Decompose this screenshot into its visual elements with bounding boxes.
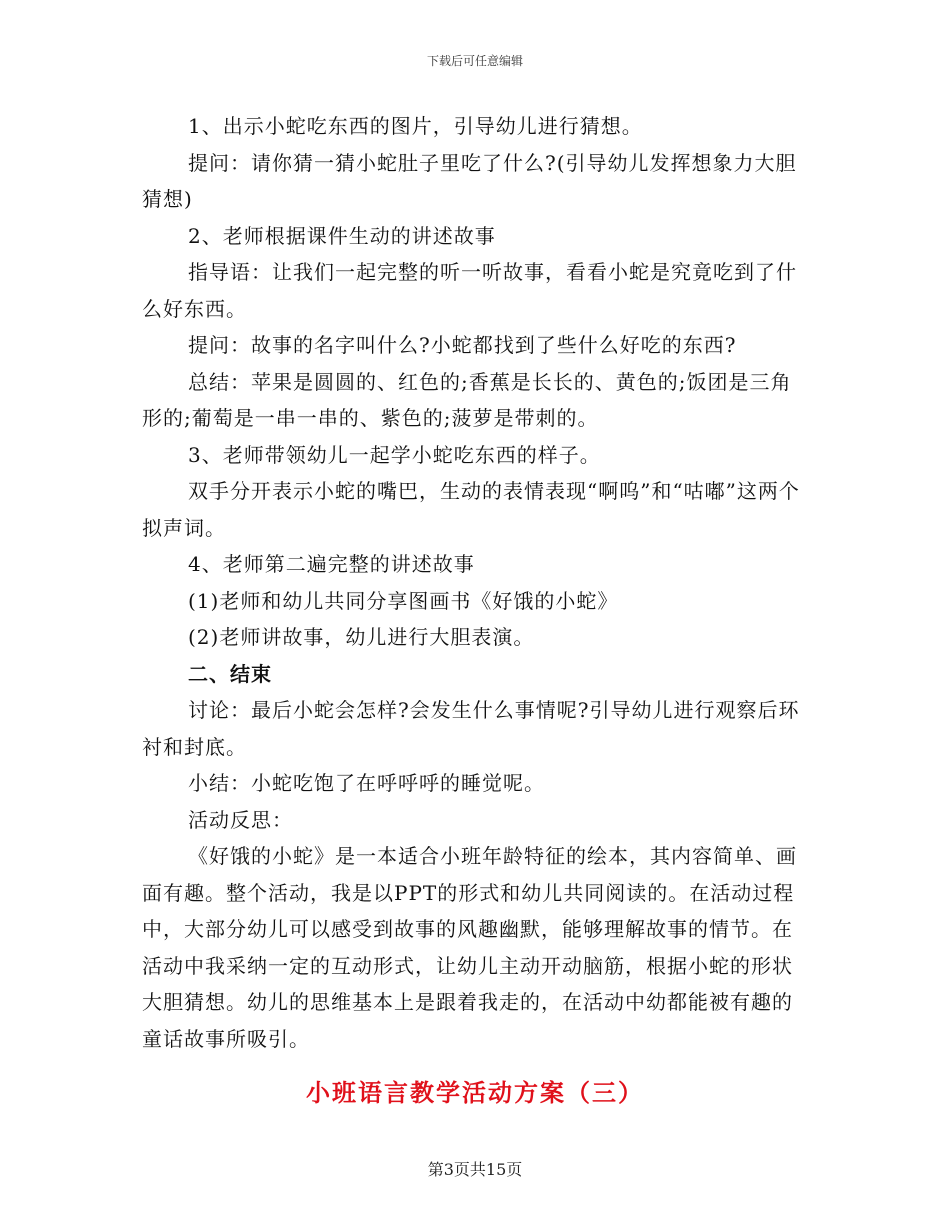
- paragraph: 2、老师根据课件生动的讲述故事: [188, 223, 496, 248]
- paragraph: 提问：请你猜一猜小蛇肚子里吃了什么?(引导幼儿发挥想象力大胆猜想): [142, 150, 797, 211]
- paragraph: 指导语：让我们一起完整的听一听故事，看看小蛇是究竟吃到了什么好东西。: [142, 260, 797, 321]
- page-header: 下载后可任意编辑: [426, 54, 523, 68]
- document-body: [142, 108, 806, 1057]
- paragraph: 活动反思：: [188, 807, 293, 832]
- paragraph: 提问：故事的名字叫什么?小蛇都找到了些什么好吃的东西?: [188, 333, 737, 357]
- paragraph: 《好饿的小蛇》是一本适合小班年龄特征的绘本，其内容简单、画面有趣。整个活动，我是以PPT的形式和幼儿共同阅读的。在活动过程中，大部分幼儿可以感受到故事的风趣幽默，能够理解故事的情节。在活动中我采纳一定的互动形式，让幼儿主动开动脑筋，根据小蛇的形状大胆猜想。幼儿的思维基本上是跟着我走的，在活动中幼都能被有趣的童话故事所吸引。: [142, 844, 797, 1051]
- paragraph: 3、老师带领幼儿一起学小蛇吃东西的样子。: [188, 442, 601, 467]
- paragraph: 总结：苹果是圆圆的、红色的;香蕉是长长的、黄色的;饭团是三角形的;葡萄是一串一串的、紫色的;菠萝是带刺的。: [142, 369, 792, 430]
- paragraph: 双手分开表示小蛇的嘴巴，生动的表情表现“啊呜”和“咕嘟”这两个拟声词。: [142, 479, 800, 540]
- section-heading: 二、结束: [188, 661, 272, 686]
- paragraph: 讨论：最后小蛇会怎样?会发生什么事情呢?引导幼儿进行观察后环衬和封底。: [142, 698, 800, 759]
- section-title: 小班语言教学活动方案（三）: [306, 1079, 644, 1107]
- paragraph: 1、出示小蛇吃东西的图片，引导幼儿进行猜想。: [188, 114, 643, 138]
- paragraph: 4、老师第二遍完整的讲述故事: [188, 552, 475, 576]
- paragraph: 小结：小蛇吃饱了在呼呼呼的睡觉呢。: [188, 771, 545, 795]
- page-footer: 第3页共15页: [427, 1160, 523, 1179]
- paragraph: (1)老师和幼儿共同分享图画书《好饿的小蛇》: [188, 588, 619, 613]
- paragraph: (2)老师讲故事，幼儿进行大胆表演。: [188, 625, 535, 649]
